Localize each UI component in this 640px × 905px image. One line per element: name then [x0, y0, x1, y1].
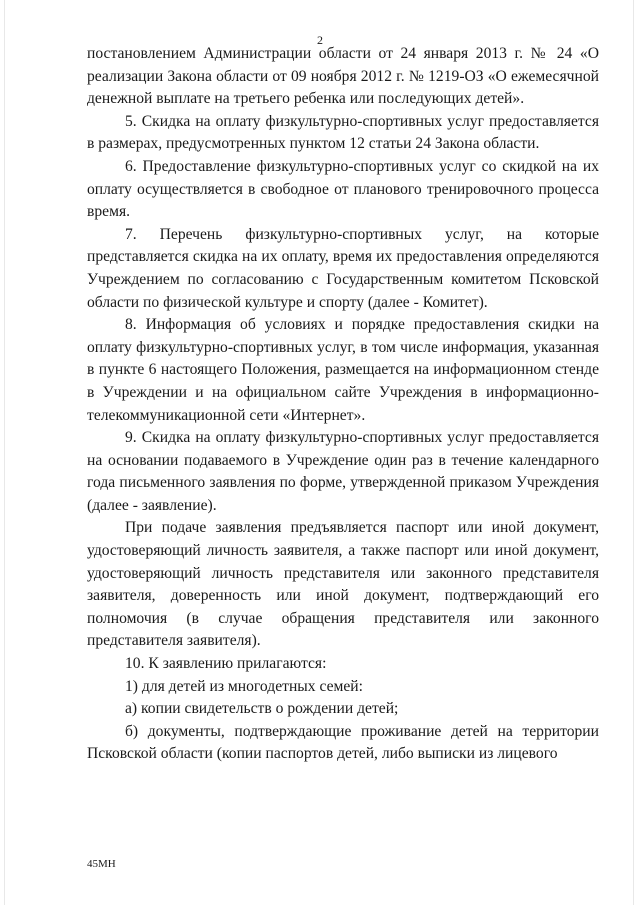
paragraph-6: 9. Скидка на оплату физкультурно-спортивных услуг предоставляется на основании подаваемого в Учреждение один раз в течение календарного года письменного заявления по форме, утвержденной приказом Учреждения (далее - заявление). [87, 429, 599, 514]
scan-edge-left [4, 0, 5, 905]
footer-document-code: 45МН [87, 858, 116, 870]
paragraph-7: При подаче заявления предъявляется паспорт или иной документ, удостоверяющий личность заявителя, а также паспорт или иной документ, удостоверяющий личность представителя или законного представителя заявителя, доверенность или иной документ, подтверждающий его полномочия (в случае обращения представителя или законного представителя заявителя). [87, 519, 599, 650]
page-number: 2 [317, 33, 323, 47]
paragraph-5: 8. Информация об условиях и порядке предоставления скидки на оплату физкультурно-спортивных услуг, в том числе информация, указанная в пункте 6 настоящего Положения, размещается на информационном стенде в Учреждении и на официальном сайте Учреждения в информационно-телекоммуникационной сети «Интернет». [87, 316, 599, 424]
paragraph-10: а) копии свидетельств о рождении детей; [125, 700, 399, 718]
paragraph-2: 5. Скидка на оплату физкультурно-спортивных услуг предоставляется в размерах, предусмотренных пунктом 12 статьи 24 Закона области. [87, 112, 599, 153]
scan-edge-right [633, 0, 634, 905]
paragraph-9: 1) для детей из многодетных семей: [125, 677, 363, 695]
paragraph-3: 6. Предоставление физкультурно-спортивных услуг со скидкой на их оплату осуществляется в свободное от планового тренировочного процесса время. [87, 157, 599, 221]
paragraph-11: б) документы, подтверждающие проживание детей на территории Псковской области (копии паспортов детей, либо выписки из лицевого [87, 722, 599, 763]
paragraph-8: 10. К заявлению прилагаются: [125, 655, 327, 673]
paragraph-4: 7. Перечень физкультурно-спортивных услуг, на которые представляется скидка на их оплату, время их предоставления определяются Учреждением по согласованию с Государственным комитетом Псковской области по физической культуре и спорту (далее - Комитет). [87, 225, 599, 311]
paragraph-1: постановлением Администрации области от 24 января 2013 г. № 24 «О реализации Закона области от 09 ноября 2012 г. № 1219-ОЗ «О ежемесячной денежной выплате на третьего ребенка или последующих детей». [87, 45, 599, 108]
document-body [87, 43, 599, 766]
